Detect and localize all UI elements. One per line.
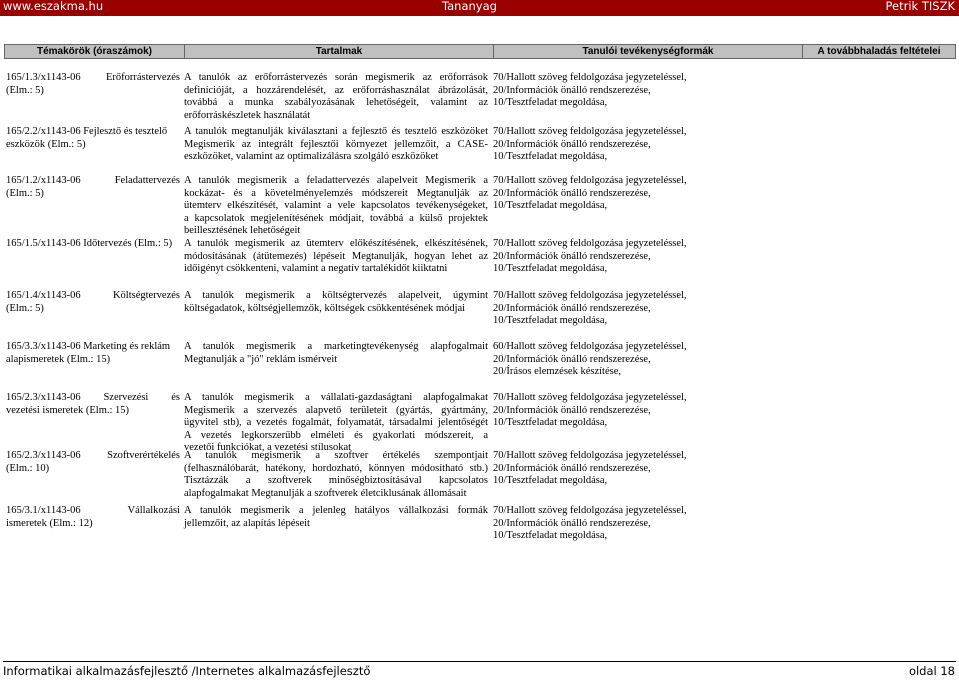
activity-line: 10/Tesztfeladat megoldása, [493, 151, 608, 162]
content-line: alapfogalmakat Megtanulják a szoftverek életciklusának állomásait [184, 487, 467, 499]
content-line: A tanulók az erőforrástervezés során megismerik az erőforrások [184, 72, 488, 83]
footer-course: Informatikai alkalmazásfejlesztő /Internetes alkalmazásfejlesztő [3, 664, 371, 678]
activity-line: 20/Információk önálló rendszerezése, [493, 404, 651, 416]
topic-line: alapismeretek (Elm.: 15) [6, 353, 111, 365]
footer-divider [3, 661, 956, 662]
header-organization: Petrik TISZK [885, 0, 955, 13]
content-line: A tanulók megismerik a szoftver értékelés szempontjait [184, 450, 488, 461]
topic-line: 165/1.5/x1143-06 Időtervezés (Elm.: 5) [6, 238, 173, 249]
activity-line: 10/Tesztfeladat megoldása, [493, 530, 608, 541]
topic-line: 165/3.3/x1143-06 Marketing és reklám [6, 341, 171, 352]
topic-line: 165/1.2/x1143-06 Feladattervezés [6, 175, 180, 186]
activity-line: 70/Hallott szöveg feldolgozása jegyzeteléssel, [493, 72, 687, 83]
content-line: a kapcsolatok megjelenítésének módjait, továbbá a külső projektek [184, 212, 488, 224]
footer-page-number: oldal 18 [908, 664, 955, 678]
content-line: definícióját, a hozzárendelését, az erőforráshasználat ábrázolását, [184, 84, 488, 96]
column-header-activities: Tanulói tevékenységformák [494, 45, 803, 59]
content-line: vezetői funkciókat, a vezetési stílusokat [184, 442, 352, 453]
activity-line: 20/Írásos elemzések készítése, [493, 366, 621, 377]
content-line: jellemzőit, az alapítás lépéseit [184, 517, 310, 529]
activity-line: 10/Tesztfeladat megoldása, [493, 315, 608, 326]
topic-line: 165/2.3/x1143-06 Szervezési és [6, 392, 180, 403]
content-line: A vezetés legkorszerűbb elméleti és gyakorlati módszereit, a [184, 429, 488, 441]
content-line: Megtanulják a "jó" reklám ismérveit [184, 353, 338, 365]
topic-line: 165/3.1/x1143-06 Vállalkozási [6, 505, 180, 516]
topic-line: 165/2.2/x1143-06 Fejlesztő és tesztelő [6, 126, 168, 137]
activity-line: 20/Információk önálló rendszerezése, [493, 302, 651, 314]
activity-line: 20/Információk önálló rendszerezése, [493, 187, 651, 199]
content-line: időigényt csökkenteni, valamint a negatív tartalékidőt kiiktatni [184, 263, 448, 274]
activity-line: 20/Információk önálló rendszerezése, [493, 462, 651, 474]
content-line: Megismerik az integrált fejlesztői környezet jellemzőit, a CASE- [184, 138, 488, 150]
activity-line: 10/Tesztfeladat megoldása, [493, 97, 608, 108]
content-line: A tanulók megismerik a jelenleg hatályos vállalkozási formák [184, 505, 488, 516]
activity-line: 20/Információk önálló rendszerezése, [493, 353, 651, 365]
activity-line: 20/Információk önálló rendszerezése, [493, 250, 651, 262]
content-line: A tanulók megismerik a vállalati-gazdaságtani alapfogalmakat [184, 392, 488, 403]
content-line: A tanulók megismerik a marketingtevékenység alapfogalmait [184, 341, 488, 352]
activity-line: 70/Hallott szöveg feldolgozása jegyzeteléssel, [493, 450, 687, 461]
activity-line: 10/Tesztfeladat megoldása, [493, 263, 608, 274]
activity-line: 70/Hallott szöveg feldolgozása jegyzeteléssel, [493, 290, 687, 301]
activity-line: 10/Tesztfeladat megoldása, [493, 200, 608, 211]
topic-line: 165/1.3/x1143-06 Erőforrástervezés [6, 72, 180, 83]
column-header-contents: Tartalmak [185, 45, 494, 59]
topic-line: (Elm.: 5) [6, 302, 44, 314]
content-line: költségadatok, költségjellemzők, költségek csökkentésének módjai [184, 302, 466, 314]
activity-line: 10/Tesztfeladat megoldása, [493, 417, 608, 428]
activity-line: 20/Információk önálló rendszerezése, [493, 84, 651, 96]
activity-line: 60/Hallott szöveg feldolgozása jegyzeteléssel, [493, 341, 687, 352]
activity-line: 70/Hallott szöveg feldolgozása jegyzeteléssel, [493, 126, 687, 137]
header-title: Tananyag [442, 0, 497, 13]
content-line: ütemterv elkészítését, valamint a vele kapcsolatos tevékenységeket, [184, 200, 488, 211]
topic-line: (Elm.: 5) [6, 187, 44, 199]
content-line: kockázat- és a követelményelemzés módszereit Megtanulják az [184, 187, 488, 199]
content-line: A tanulók megismerik a feladattervezés alapelveit Megismerik a [184, 175, 488, 186]
content-line: (felhasználóbarát, hatékony, hordozható, könnyen módosítható stb.) [184, 462, 488, 474]
content-line: ügyvitel stb), a vezetés fogalmát, folyamatát, társadalmi jelentőségét [184, 417, 488, 428]
content-line: módosításának (átütemezés) lépéseit Megtanulják, hogyan lehet az [184, 250, 488, 262]
topic-line: (Elm.: 10) [6, 462, 50, 474]
header-site: www.eszakma.hu [3, 0, 104, 13]
content-line: továbbá a munka szabályozásának lehetőségeit, valamint az [184, 97, 488, 108]
topic-line: (Elm.: 5) [6, 84, 44, 96]
table-header-row [5, 45, 956, 59]
content-line: Megismerik a szervezés alapvető területeit (gyártás, gyártmány, [184, 404, 488, 416]
activity-line: 70/Hallott szöveg feldolgozása jegyzeteléssel, [493, 238, 687, 249]
page-header [0, 0, 959, 16]
column-header-conditions: A továbbhaladás feltételei [803, 45, 956, 59]
topic-line: 165/1.4/x1143-06 Költségtervezés [6, 290, 180, 301]
content-line: eszközöket, valamint az optimalizálásra szolgáló eszközöket [184, 151, 439, 162]
content-line: erőforráskészletek használatát [184, 109, 311, 121]
content-line: A tanulók megtanulják kiválasztani a fejlesztő és tesztelő eszközöket [184, 126, 488, 137]
activity-line: 20/Információk önálló rendszerezése, [493, 517, 651, 529]
activity-line: 20/Információk önálló rendszerezése, [493, 138, 651, 150]
topic-line: eszközök (Elm.: 5) [6, 138, 86, 150]
content-line: beillesztésének lehetőségeit [184, 225, 301, 236]
content-line: A tanulók megismerik az ütemterv előkészítésének, elkészítésének, [184, 238, 488, 249]
activity-line: 70/Hallott szöveg feldolgozása jegyzeteléssel, [493, 505, 687, 516]
content-line: Tisztázzák a szoftverek minőségbiztosításával kapcsolatos [184, 475, 488, 486]
content-line: A tanulók megismerik a költségtervezés alapelveit, úgymint [184, 290, 488, 301]
activity-line: 70/Hallott szöveg feldolgozása jegyzeteléssel, [493, 392, 687, 403]
topic-line: vezetési ismeretek (Elm.: 15) [6, 404, 130, 416]
topic-line: 165/2.3/x1143-06 Szoftverértékelés [6, 450, 180, 461]
column-header-topics: Témakörök (óraszámok) [5, 45, 185, 59]
activity-line: 70/Hallott szöveg feldolgozása jegyzeteléssel, [493, 175, 687, 186]
activity-line: 10/Tesztfeladat megoldása, [493, 475, 608, 486]
topic-line: ismeretek (Elm.: 12) [6, 517, 93, 529]
